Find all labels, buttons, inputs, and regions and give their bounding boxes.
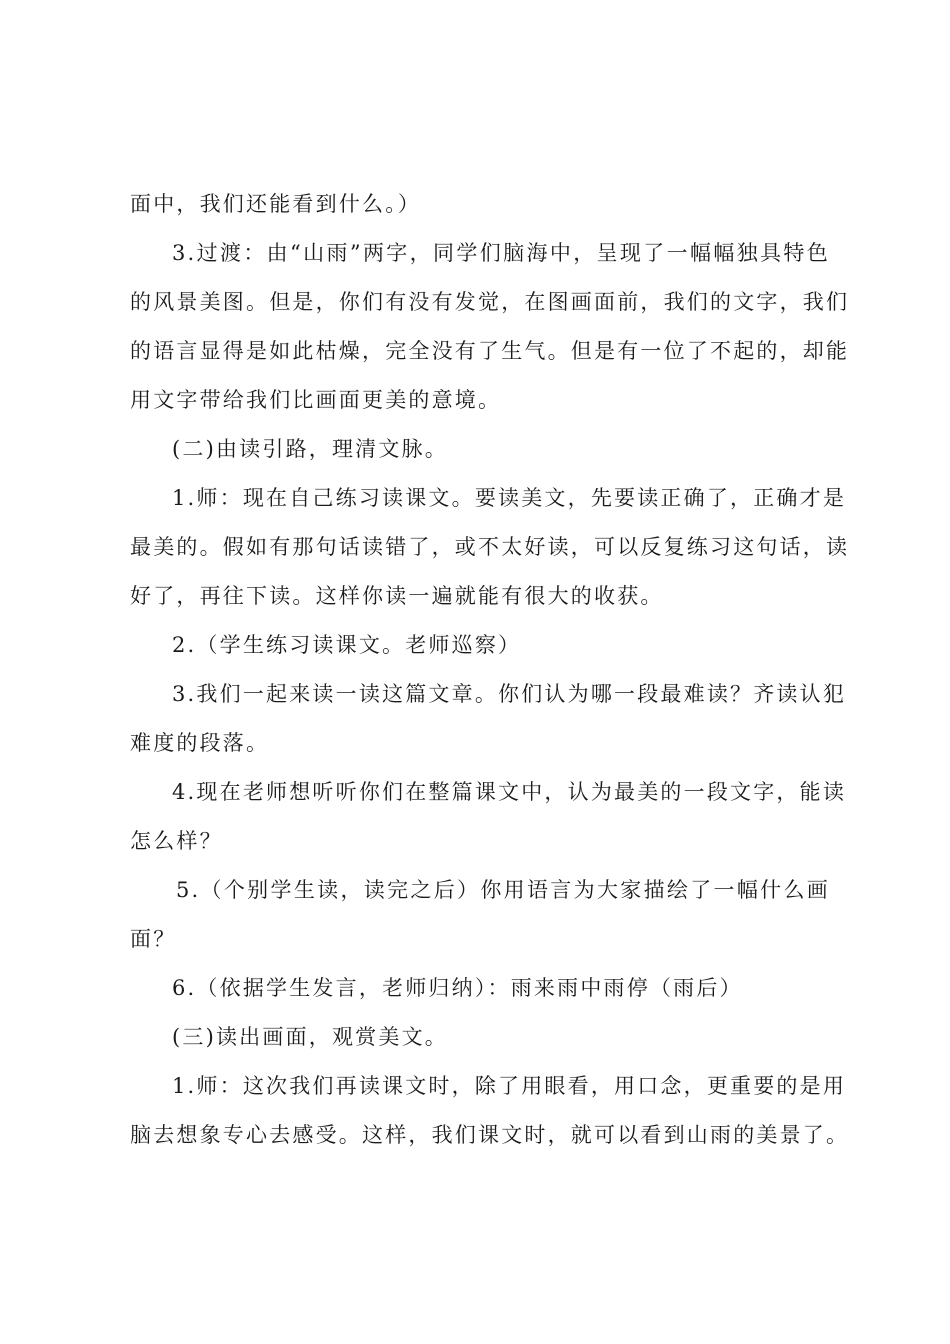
text-line: 4.现在老师想听听你们在整篇课文中，认为最美的一段文字，能读 [172, 780, 847, 804]
text-line: 2.（学生练习读课文。老师巡察） [172, 633, 522, 657]
text-line: 3.过渡：由“山雨”两字，同学们脑海中，呈现了一幅幅独具特色 [172, 241, 830, 265]
paragraph-item-4 [130, 776, 847, 857]
text-line: 面中，我们还能看到什么。） [130, 192, 422, 216]
text-line: 1.师：现在自己练习读课文。要读美文，先要读正确了，正确才是 [172, 486, 847, 510]
section-heading-3 [130, 1021, 830, 1053]
text-line: (三)读出画面，观赏美文。 [172, 1025, 448, 1049]
text-line: (二)由读引路，理清文脉。 [172, 437, 448, 461]
text-line: 用文字带给我们比画面更美的意境。 [130, 388, 502, 412]
text-line: 脑去想象专心去感受。这样，我们课文时，就可以看到山雨的美景了。 [130, 1123, 850, 1147]
section-heading-2 [130, 433, 830, 465]
paragraph-transition [130, 237, 850, 416]
paragraph-item-3 [130, 678, 847, 759]
text-line: 的风景美图。但是，你们有没有发觉，在图画面前，我们的文字，我们 [130, 290, 850, 314]
text-line: 怎么样？ [130, 829, 223, 853]
paragraph-item-6 [130, 972, 830, 1004]
paragraph-item-1 [130, 482, 850, 612]
paragraph-item-3-1 [130, 1070, 850, 1151]
document-body [130, 188, 850, 1151]
text-line: 的语言显得是如此枯燥，完全没有了生气。但是有一位了不起的，却能 [130, 339, 850, 363]
paragraph-item-5 [130, 874, 830, 955]
text-line: 好了，再往下读。这样你读一遍就能有很大的收获。 [130, 584, 664, 608]
text-line: 最美的。假如有那句话读错了，或不太好读，可以反复练习这句话，读 [130, 535, 850, 559]
text-line: 难度的段落。 [130, 731, 270, 755]
text-line: 1.师：这次我们再读课文时，除了用眼看，用口念，更重要的是用 [172, 1074, 847, 1098]
text-line: 6.（依据学生发言，老师归纳）：雨来雨中雨停（雨后） [172, 976, 743, 1000]
text-line: 5.（个别学生读，读完之后）你用语言为大家描绘了一幅什么画 [176, 878, 830, 902]
paragraph-item-2 [130, 629, 830, 661]
paragraph-continuation [130, 188, 830, 220]
text-line: 面？ [130, 927, 177, 951]
text-line: 3.我们一起来读一读这篇文章。你们认为哪一段最难读？齐读认犯 [172, 682, 847, 706]
